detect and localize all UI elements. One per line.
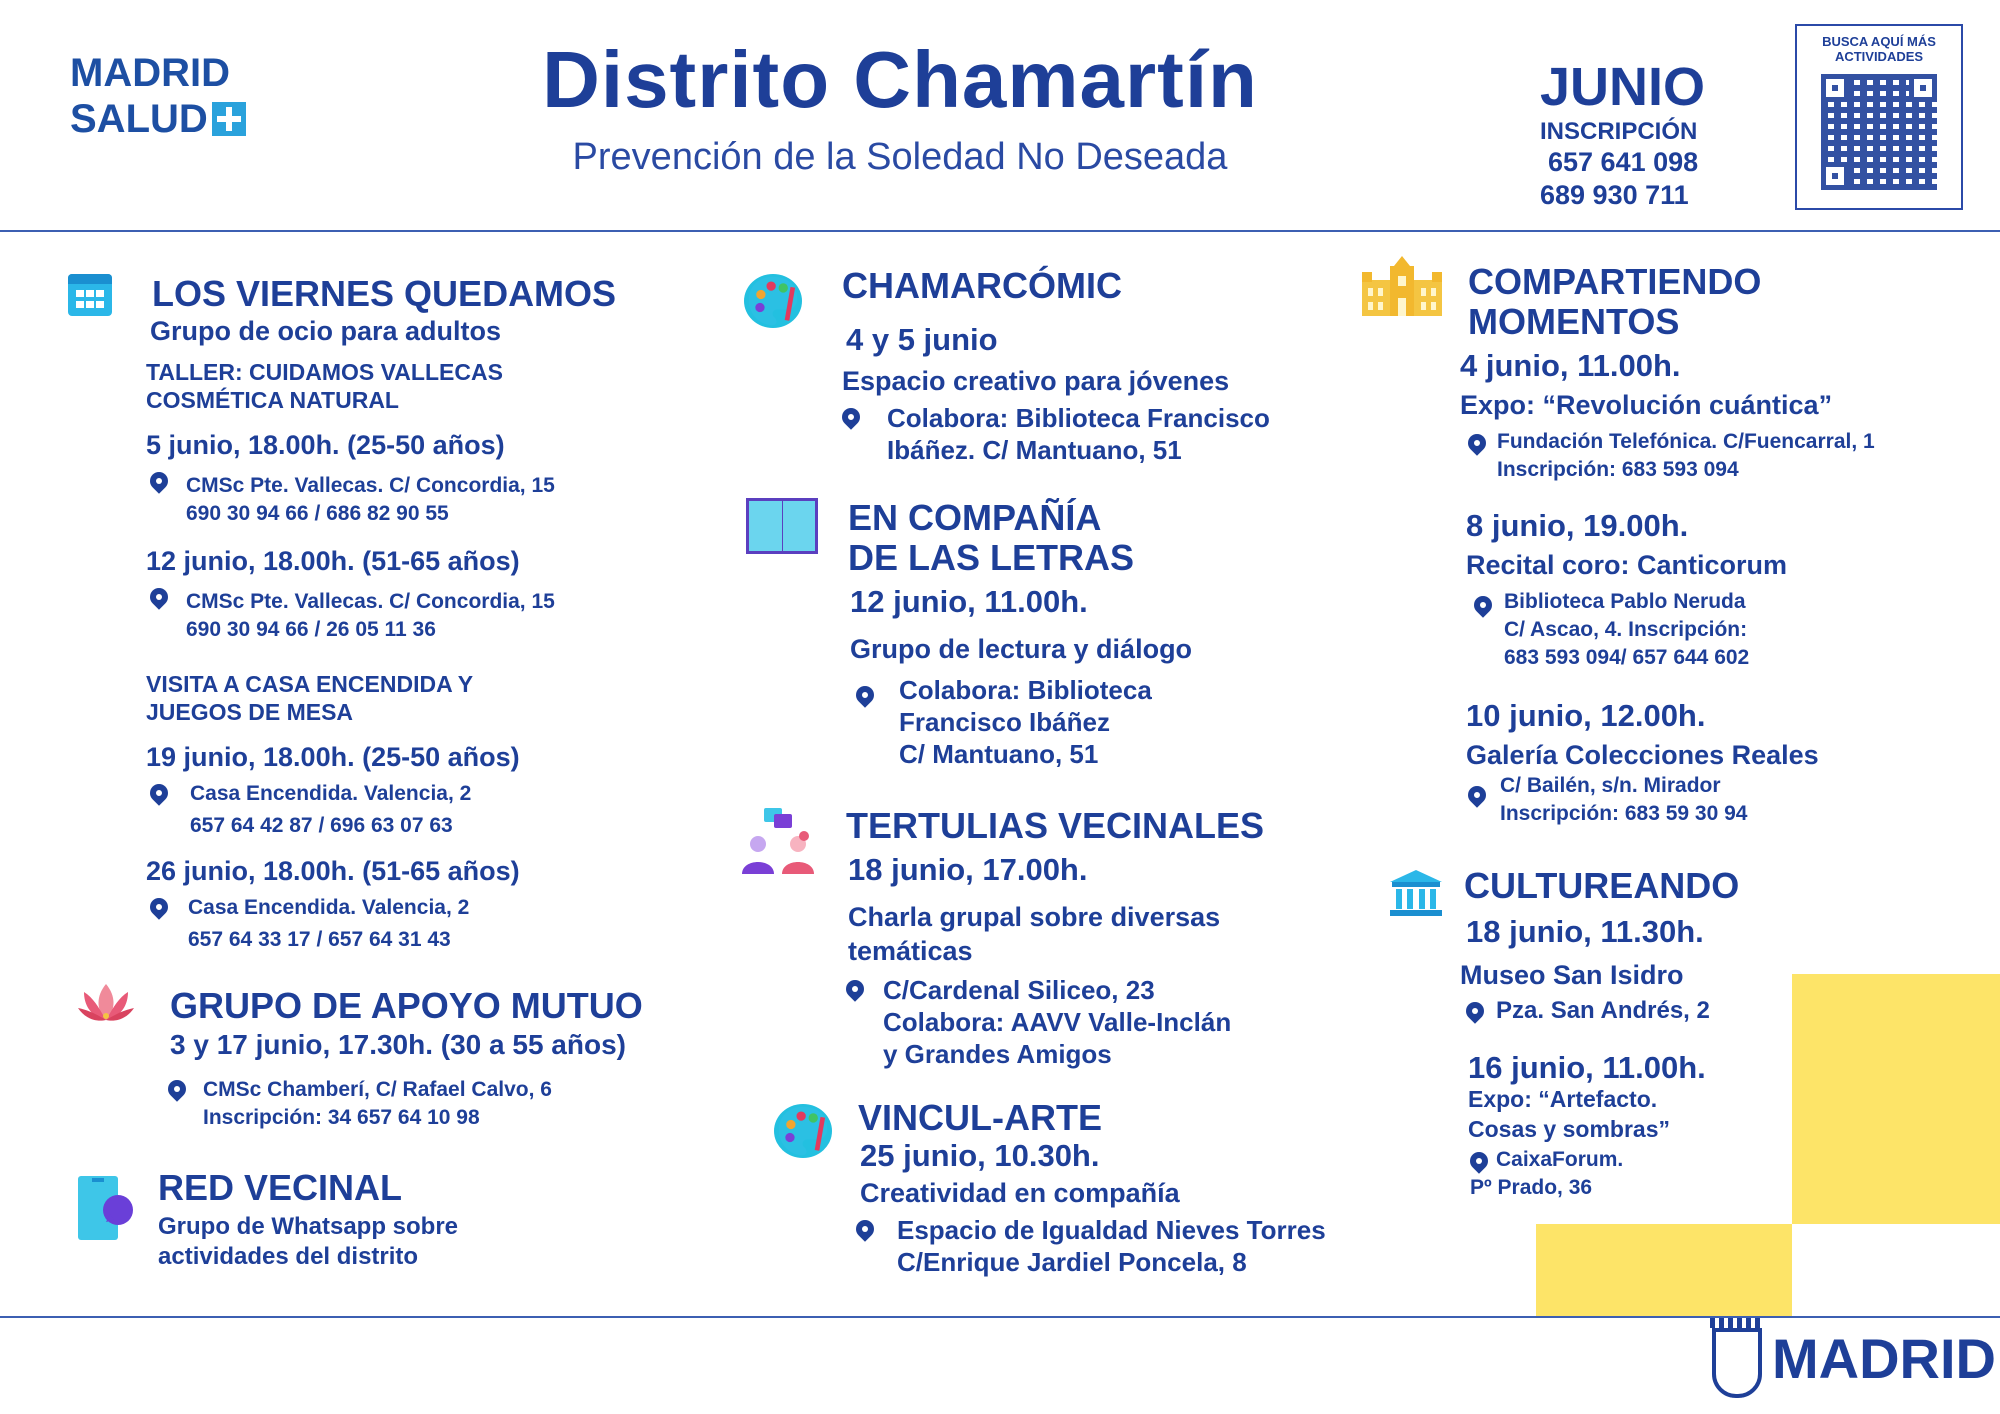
compartiendo-e2-date: 8 junio, 19.00h. <box>1466 508 1689 543</box>
compartiendo-e1-address: Fundación Telefónica. C/Fuencarral, 1 <box>1497 430 1875 453</box>
red-vecinal-line2: actividades del distrito <box>158 1243 419 1270</box>
vincul-arte-loc1: Espacio de Igualdad Nieves Torres <box>897 1215 1326 1245</box>
footer-divider <box>0 1316 2000 1318</box>
session4-date: 26 junio, 18.00h. (51-65 años) <box>146 856 520 886</box>
session2-date: 12 junio, 18.00h. (51-65 años) <box>146 546 520 576</box>
qr-finder-icon <box>1821 162 1849 190</box>
apoyo-date: 3 y 17 junio, 17.30h. (30 a 55 años) <box>170 1029 626 1060</box>
cultureando-title: CULTUREANDO <box>1464 865 1740 906</box>
chamarcomic-loc1: Colabora: Biblioteca Francisco <box>887 403 1270 433</box>
chamarcomic-date: 4 y 5 junio <box>846 322 998 357</box>
red-vecinal-title: RED VECINAL <box>158 1167 403 1208</box>
cultureando-e2-desc1: Expo: “Artefacto. <box>1468 1086 1658 1112</box>
chamarcomic-title: CHAMARCÓMIC <box>842 265 1122 306</box>
tertulias-loc2: Colabora: AAVV Valle-Inclán <box>883 1007 1232 1037</box>
apoyo-title: GRUPO DE APOYO MUTUO <box>170 985 643 1026</box>
tertulias-loc3: y Grandes Amigos <box>883 1039 1112 1069</box>
inscription-phones <box>1540 146 1698 212</box>
viernes-title: LOS VIERNES QUEDAMOS <box>152 273 617 314</box>
taller-line2: COSMÉTICA NATURAL <box>146 387 399 413</box>
visita-heading <box>146 670 473 726</box>
qr-finder-icon <box>1821 74 1849 102</box>
red-vecinal-desc <box>158 1212 458 1272</box>
chamarcomic-loc2: Ibáñez. C/ Mantuano, 51 <box>887 435 1182 465</box>
phone-2: 689 930 711 <box>1540 180 1689 210</box>
apoyo-inscription: Inscripción: 34 657 64 10 98 <box>203 1106 480 1129</box>
lotus-icon <box>76 980 136 1026</box>
book-icon <box>746 498 816 556</box>
location-pin-icon <box>838 404 863 429</box>
royal-palace-icon <box>1360 254 1444 318</box>
palette-icon <box>744 274 802 328</box>
location-pin-icon <box>146 584 171 609</box>
compartiendo-e1-desc: Expo: “Revolución cuántica” <box>1460 390 1833 420</box>
phone-1: 657 641 098 <box>1548 147 1699 177</box>
red-vecinal-line1: Grupo de Whatsapp sobre <box>158 1213 459 1240</box>
viernes-subtitle: Grupo de ocio para adultos <box>150 316 502 346</box>
compartiendo-e3-desc: Galería Colecciones Reales <box>1466 740 1819 770</box>
session1-phones: 690 30 94 66 / 686 82 90 55 <box>186 502 449 525</box>
location-pin-icon <box>1462 998 1487 1023</box>
cultureando-e1-date: 18 junio, 11.30h. <box>1466 914 1704 949</box>
qr-label <box>1797 34 1961 64</box>
page-subtitle: Prevención de la Soledad No Deseada <box>572 136 1228 178</box>
vincul-arte-title: VINCUL-ARTE <box>858 1097 1102 1138</box>
page-title: Distrito Chamartín <box>542 35 1258 124</box>
madrid-shield-icon <box>1712 1328 1762 1398</box>
letras-date: 12 junio, 11.00h. <box>850 584 1088 619</box>
brand-line1: MADRID <box>70 51 230 95</box>
session1-location <box>186 472 555 528</box>
letras-location <box>899 674 1152 770</box>
vincul-arte-location <box>897 1214 1326 1278</box>
letras-title <box>848 498 1134 578</box>
decorative-yellow-block <box>1536 1224 1792 1316</box>
location-pin-icon <box>164 1076 189 1101</box>
vincul-arte-loc2: C/Enrique Jardiel Poncela, 8 <box>897 1247 1247 1277</box>
month-label: JUNIO <box>1540 57 1706 117</box>
brand-line2: SALUD <box>70 97 208 141</box>
cultureando-e2-location <box>1470 1146 1623 1202</box>
tertulias-loc1: C/Cardenal Siliceo, 23 <box>883 975 1155 1005</box>
session4-address: Casa Encendida. Valencia, 2 <box>188 896 470 919</box>
qr-label-line2: ACTIVIDADES <box>1834 49 1924 64</box>
tertulias-date: 18 junio, 17.00h. <box>848 852 1088 887</box>
location-pin-icon <box>146 894 171 919</box>
compartiendo-title-line2: MOMENTOS <box>1468 301 1680 342</box>
location-pin-icon <box>852 682 877 707</box>
qr-code-icon[interactable] <box>1821 74 1937 190</box>
compartiendo-e3-loc1: C/ Bailén, s/n. Mirador <box>1500 774 1721 797</box>
session2-location <box>186 588 555 644</box>
compartiendo-e2-loc3: 683 593 094/ 657 644 602 <box>1504 646 1750 669</box>
tertulias-desc <box>848 900 1220 968</box>
location-pin-icon <box>1470 592 1495 617</box>
compartiendo-e2-loc1: Biblioteca Pablo Neruda <box>1504 590 1746 613</box>
letras-title-line1: EN COMPAÑÍA <box>848 497 1102 538</box>
location-pin-icon <box>146 468 171 493</box>
plus-cross-icon <box>212 102 246 136</box>
apoyo-location <box>203 1076 552 1132</box>
session3-address: Casa Encendida. Valencia, 2 <box>190 782 472 805</box>
tertulias-desc2: temáticas <box>848 936 973 966</box>
session2-phones: 690 30 94 66 / 26 05 11 36 <box>186 618 436 641</box>
location-pin-icon <box>1464 430 1489 455</box>
location-pin-icon <box>1464 782 1489 807</box>
session4-location <box>188 894 469 954</box>
session4-phones: 657 64 33 17 / 657 64 31 43 <box>188 928 451 951</box>
cultureando-e2-date: 16 junio, 11.00h. <box>1468 1050 1706 1085</box>
header-divider <box>0 230 2000 232</box>
museum-icon <box>1388 868 1444 918</box>
qr-label-line1: BUSCA AQUÍ MÁS <box>1822 34 1936 49</box>
madrid-logo-text: MADRID <box>1772 1327 1996 1390</box>
location-pin-icon <box>842 976 867 1001</box>
taller-line1: TALLER: CUIDAMOS VALLECAS <box>146 359 503 385</box>
vincul-arte-date: 25 junio, 10.30h. <box>860 1138 1100 1173</box>
letras-loc2: Francisco Ibáñez <box>899 707 1110 737</box>
session1-address: CMSc Pte. Vallecas. C/ Concordia, 15 <box>186 474 555 497</box>
cultureando-e2-loc1: CaixaForum. <box>1496 1148 1624 1171</box>
calendar-icon <box>68 274 112 316</box>
taller-heading <box>146 358 503 414</box>
inscription-label: INSCRIPCIÓN <box>1540 118 1698 145</box>
letras-title-line2: DE LAS LETRAS <box>848 537 1135 578</box>
compartiendo-e2-location <box>1504 588 1749 672</box>
compartiendo-e3-date: 10 junio, 12.00h. <box>1466 698 1706 733</box>
location-pin-icon <box>852 1216 877 1241</box>
letras-loc3: C/ Mantuano, 51 <box>899 739 1099 769</box>
madrid-salud-logo <box>70 50 246 142</box>
compartiendo-e2-loc2: C/ Ascao, 4. Inscripción: <box>1504 618 1748 641</box>
tertulias-title: TERTULIAS VECINALES <box>846 805 1265 846</box>
compartiendo-e1-location <box>1497 428 1875 484</box>
compartiendo-e2-desc: Recital coro: Canticorum <box>1466 550 1788 580</box>
session3-date: 19 junio, 18.00h. (25-50 años) <box>146 742 520 772</box>
vincul-arte-desc: Creatividad en compañía <box>860 1178 1180 1208</box>
location-pin-icon <box>146 780 171 805</box>
cultureando-e2-loc2: Pº Prado, 36 <box>1470 1176 1593 1199</box>
cultureando-e2-desc2: Cosas y sombras” <box>1468 1116 1670 1142</box>
cultureando-e1-location: Pza. San Andrés, 2 <box>1496 997 1710 1024</box>
decorative-yellow-block <box>1792 974 2000 1224</box>
compartiendo-e3-loc2: Inscripción: 683 59 30 94 <box>1500 802 1748 825</box>
tertulias-desc1: Charla grupal sobre diversas <box>848 902 1221 932</box>
qr-box[interactable] <box>1795 24 1963 210</box>
letras-loc1: Colabora: Biblioteca <box>899 675 1152 705</box>
compartiendo-title-line1: COMPARTIENDO <box>1468 261 1762 302</box>
palette-icon <box>774 1104 832 1158</box>
session1-date: 5 junio, 18.00h. (25-50 años) <box>146 430 505 460</box>
compartiendo-e3-location <box>1500 772 1747 828</box>
session3-location <box>190 780 471 840</box>
compartiendo-e1-inscription: Inscripción: 683 593 094 <box>1497 458 1739 481</box>
visita-line2: JUEGOS DE MESA <box>146 699 354 725</box>
visita-line1: VISITA A CASA ENCENDIDA Y <box>146 671 474 697</box>
cultureando-e2-desc <box>1468 1084 1670 1144</box>
cultureando-e1-desc: Museo San Isidro <box>1460 960 1684 990</box>
qr-finder-icon <box>1909 74 1937 102</box>
compartiendo-e1-date: 4 junio, 11.00h. <box>1460 348 1681 383</box>
session3-phones: 657 64 42 87 / 696 63 07 63 <box>190 814 453 837</box>
people-chat-icon <box>738 806 818 876</box>
letras-desc: Grupo de lectura y diálogo <box>850 634 1193 664</box>
chamarcomic-desc: Espacio creativo para jóvenes <box>842 366 1230 396</box>
apoyo-address: CMSc Chamberí, C/ Rafael Calvo, 6 <box>203 1078 552 1101</box>
session2-address: CMSc Pte. Vallecas. C/ Concordia, 15 <box>186 590 555 613</box>
whatsapp-chat-icon <box>76 1174 134 1244</box>
chamarcomic-location <box>887 402 1270 466</box>
compartiendo-title <box>1468 262 1761 342</box>
tertulias-location <box>883 974 1231 1070</box>
